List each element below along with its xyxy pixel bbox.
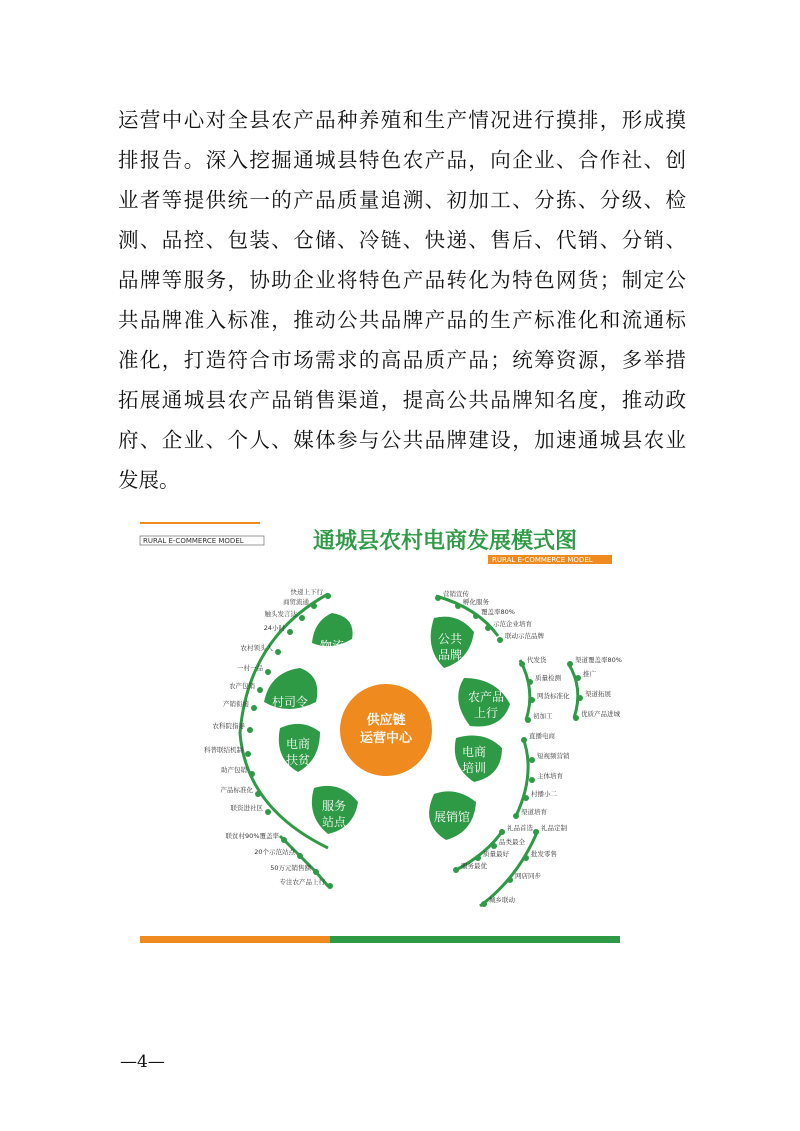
petal-label: 展销馆 (433, 810, 471, 824)
chain-label: 示范企业培育 (493, 620, 532, 628)
chain-label: 营销宣传 (443, 590, 469, 598)
chain-label: 农科院指导 (212, 722, 245, 730)
chain-label: 礼品首选 (507, 824, 533, 832)
chain-dot (435, 595, 441, 601)
subtitle-right: RURAL E-COMMERCE MODEL (492, 556, 593, 564)
chain-label: 50万元销售额 (270, 864, 311, 872)
chain-dot (311, 603, 317, 609)
chain-dot (455, 603, 461, 609)
chain-dot (567, 661, 573, 667)
model-diagram (118, 518, 640, 946)
chain-label: 农村领头人 (240, 644, 273, 652)
chain-label: 触头发言达 (264, 610, 297, 618)
center-circle (340, 684, 432, 776)
chain-dot (497, 637, 503, 643)
chain-dot (525, 717, 531, 723)
chain-dot (481, 901, 487, 907)
paragraph-line: 品牌等服务，协助企业将特色产品转化为特色网货；制定公 (118, 268, 686, 292)
chain-label: 助产包销 (221, 766, 247, 774)
paragraph-line: 排报告。深入挖掘通城县特色农产品，向企业、合作社、创 (118, 148, 686, 172)
chain-dot (519, 661, 525, 667)
chain-label: 一村一品 (237, 664, 263, 672)
paragraph-line: 发展。 (118, 468, 180, 492)
chain-label: 城乡联动 (489, 896, 515, 904)
chain-dot (287, 629, 293, 635)
chain-dot (473, 613, 479, 619)
right-train-arc (516, 738, 528, 816)
chain-dot (251, 705, 257, 711)
chain-label: 批发零售 (531, 850, 557, 858)
chain-dot (577, 695, 583, 701)
chain-dot (313, 869, 319, 875)
petal-label: 公共 (437, 632, 463, 646)
paragraph-line: 运营中心对全县农产品种养殖和生产情况进行摸排，形成摸 (118, 108, 686, 132)
chain-dot (529, 777, 535, 783)
petal-label: 上行 (473, 706, 499, 720)
chain-dot (453, 867, 459, 873)
header-rule-orange (140, 522, 260, 524)
center-line-1: 供应链 (366, 713, 406, 728)
chain-label: 产品标准化 (220, 786, 253, 794)
chain-label: 质量最好 (483, 850, 509, 858)
chain-dot (247, 727, 253, 733)
chain-dot (257, 687, 263, 693)
chain-label: 商贸流通 (283, 598, 309, 606)
paragraph-line: 测、品控、包装、仓储、冷链、快递、售后、代销、分销、 (118, 228, 686, 252)
chain-dot (575, 675, 581, 681)
chain-label: 产销衔接 (223, 700, 249, 708)
chain-label: 主体培育 (537, 772, 563, 780)
page-number: —4— (120, 1052, 165, 1072)
petal-label: 服务 (321, 799, 347, 813)
petal-label: 电商 (461, 745, 487, 759)
chain-dot (513, 813, 519, 819)
paragraph-line: 准化，打造符合市场需求的高品质产品；统筹资源，多举措 (118, 348, 686, 372)
paragraph-line: 拓展通城县农产品销售渠道，提高公共品牌知名度，推动政 (118, 388, 686, 412)
chain-label: 渠道拓展 (585, 690, 611, 698)
body-paragraph (118, 100, 686, 500)
chain-dot (523, 855, 529, 861)
chain-label: 品类最全 (499, 838, 525, 846)
chain-label: 短视频营销 (537, 752, 570, 760)
chain-dot (533, 829, 539, 835)
chain-dot (523, 795, 529, 801)
chain-label: 联资进社区 (230, 804, 263, 812)
chain-dot (475, 855, 481, 861)
chain-dot (297, 853, 303, 859)
petal-label: 村司令 (271, 695, 309, 709)
chain-dot (275, 649, 281, 655)
chain-label: 24小时 (263, 624, 285, 632)
petal-label: 电商 (285, 737, 311, 751)
petal-label: 培训 (461, 761, 487, 775)
chain-dot (327, 883, 333, 889)
chain-dot (529, 697, 535, 703)
chain-label: 覆盖率80% (481, 608, 515, 616)
chain-dot (299, 615, 305, 621)
chain-dot (507, 877, 513, 883)
subtitle-left: RURAL E-COMMERCE MODEL (143, 537, 244, 545)
paragraph-line: 业者等提供统一的产品质量追溯、初加工、分拣、分级、检 (118, 188, 686, 212)
petal-label: 农产品 (467, 690, 505, 704)
figure-title: 通城县农村电商发展模式图 (313, 529, 578, 554)
chain-label: 网店同步 (515, 872, 541, 880)
chain-label: 服务最优 (461, 862, 487, 870)
chain-dot (485, 625, 491, 631)
chain-dot (573, 715, 579, 721)
chain-label: 质量检测 (535, 674, 561, 682)
chain-dot (529, 757, 535, 763)
petal-label: 品牌 (437, 648, 463, 662)
paragraph-line: 共品牌准入标准，推动公共品牌产品的生产标准化和流通标 (118, 308, 686, 332)
chain-label: 渠道覆盖率80% (575, 656, 622, 664)
chain-label: 推广 (583, 670, 596, 678)
chain-dot (499, 829, 505, 835)
chain-label: 孵化服务 (463, 598, 489, 606)
chain-label: 礼品定制 (541, 824, 567, 832)
chain-dot (249, 771, 255, 777)
chain-label: 快递上下行 (290, 588, 323, 596)
chain-label: 农产包销 (229, 682, 255, 690)
chain-dot (491, 843, 497, 849)
center-line-2: 运营中心 (359, 731, 413, 746)
chain-dot (245, 751, 251, 757)
chain-dot (325, 593, 331, 599)
chain-label: 村播小二 (531, 790, 557, 798)
chain-label: 联贫村90%覆盖率 (225, 832, 279, 840)
bottom-bar-orange (140, 936, 330, 943)
bottom-bar-green (330, 936, 620, 943)
petal-label: 站点 (321, 815, 347, 829)
petal-label: 物流 (319, 639, 345, 653)
right-mid2-arc (568, 663, 578, 718)
chain-label: 网货标准化 (537, 692, 570, 700)
chain-label: 直播电商 (529, 732, 555, 740)
chain-label: 优质产品进城 (581, 710, 620, 718)
chain-dot (281, 837, 287, 843)
chain-label: 联动示范品牌 (505, 632, 544, 640)
petal-label: 扶贫 (285, 753, 311, 767)
chain-label: 渠道培育 (521, 808, 547, 816)
right-mid-arc (520, 660, 530, 720)
chain-label: 专注农产品上行 (279, 878, 325, 886)
chain-label: 代发货 (527, 656, 547, 664)
chain-label: 初加工 (533, 712, 553, 720)
chain-dot (521, 737, 527, 743)
paragraph-line: 府、企业、个人、媒体参与公共品牌建设，加速通城县农业 (118, 428, 686, 452)
chain-dot (527, 679, 533, 685)
chain-dot (265, 669, 271, 675)
chain-dot (255, 791, 261, 797)
chain-dot (265, 809, 271, 815)
chain-label: 科普联结机制 (204, 746, 243, 754)
chain-label: 20个示范站点 (254, 848, 295, 856)
ecommerce-model-figure (118, 518, 640, 946)
